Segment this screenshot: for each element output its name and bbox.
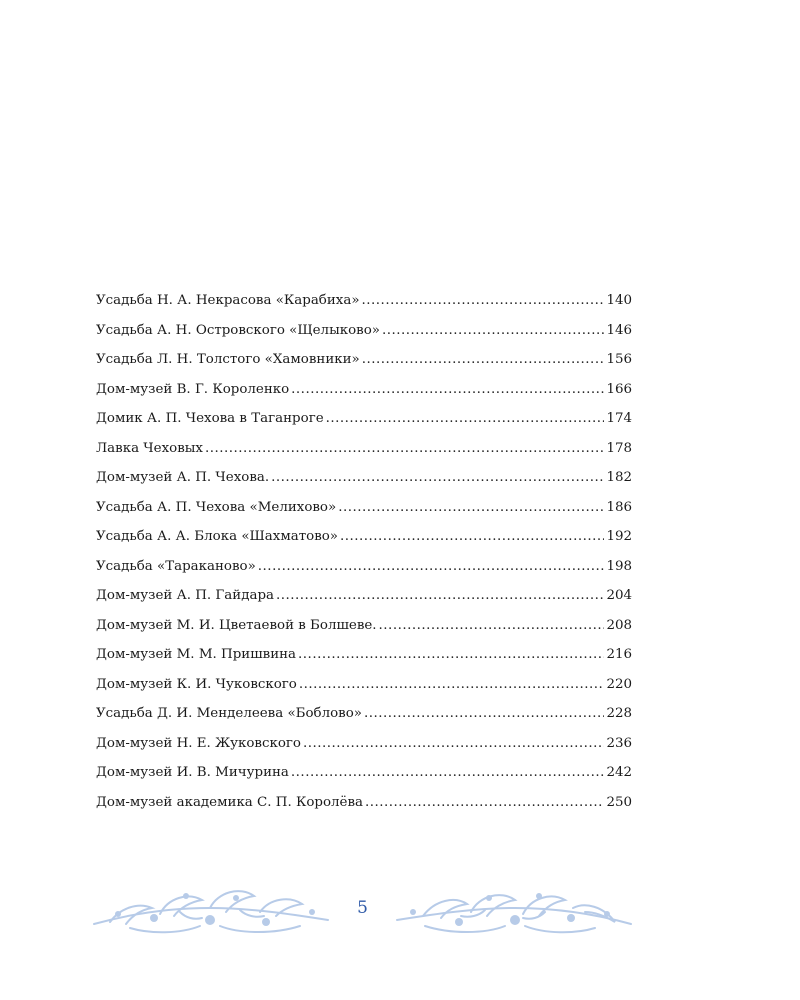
toc-entry[interactable] — [96, 290, 632, 320]
toc-entry-title: Дом-музей К. И. Чуковского — [96, 676, 297, 692]
toc-entry-page: 156 — [606, 352, 632, 367]
toc-leader-dots — [291, 762, 605, 784]
toc-leader-dots — [326, 408, 605, 430]
toc-entry[interactable] — [96, 379, 632, 409]
toc-entry[interactable] — [96, 467, 632, 497]
toc-entry-title: Дом-музей А. П. Чехова. — [96, 470, 270, 485]
toc-entry-page: 198 — [606, 558, 632, 574]
toc-entry-page: 174 — [606, 411, 632, 426]
floral-ornament-icon — [393, 878, 635, 938]
toc-entry[interactable] — [96, 526, 632, 556]
toc-leader-dots — [340, 526, 604, 548]
toc-entry-page: 220 — [606, 676, 632, 692]
table-of-contents — [96, 290, 632, 821]
toc-entry-title: Усадьба А. Н. Островского «Щелыково» — [96, 322, 380, 338]
toc-entry[interactable] — [96, 733, 632, 763]
toc-leader-dots — [338, 497, 604, 519]
toc-entry[interactable] — [96, 349, 632, 379]
toc-entry-title: Усадьба Д. И. Менделеева «Боблово» — [96, 706, 362, 721]
toc-entry-page: 250 — [606, 794, 632, 810]
toc-entry-page: 204 — [606, 588, 632, 603]
toc-entry-title: Дом-музей М. И. Цветаевой в Болшеве. — [96, 617, 377, 633]
toc-entry-title: Дом-музей И. В. Мичурина — [96, 765, 289, 780]
toc-entry-page: 192 — [606, 529, 632, 544]
toc-entry[interactable] — [96, 497, 632, 527]
toc-entry-page: 228 — [606, 706, 632, 721]
toc-leader-dots — [291, 379, 604, 401]
toc-entry-title: Усадьба А. П. Чехова «Мелихово» — [96, 499, 337, 515]
page-footer — [90, 878, 635, 938]
toc-entry[interactable] — [96, 674, 632, 704]
toc-entry[interactable] — [96, 615, 632, 645]
toc-entry-page: 182 — [606, 470, 632, 485]
toc-entry[interactable] — [96, 703, 632, 733]
toc-leader-dots — [382, 320, 604, 342]
toc-entry-title: Домик А. П. Чехова в Таганроге — [96, 411, 324, 426]
toc-leader-dots — [298, 644, 604, 666]
toc-entry-page: 166 — [606, 381, 632, 397]
toc-entry-page: 236 — [606, 735, 632, 751]
toc-entry-title: Лавка Чеховых — [96, 440, 203, 456]
toc-entry[interactable] — [96, 320, 632, 350]
floral-ornament-icon — [90, 878, 332, 938]
toc-entry-title: Усадьба «Тараканово» — [96, 558, 256, 574]
toc-entry-title: Дом-музей А. П. Гайдара — [96, 588, 274, 603]
toc-entry-page: 208 — [606, 617, 632, 633]
toc-entry-title: Усадьба Л. Н. Толстого «Хамовники» — [96, 352, 360, 367]
page-number: 5 — [357, 898, 368, 918]
toc-entry[interactable] — [96, 585, 632, 615]
toc-entry-page: 178 — [606, 440, 632, 456]
toc-leader-dots — [362, 290, 605, 312]
toc-entry-page: 216 — [606, 647, 632, 662]
toc-leader-dots — [299, 674, 605, 696]
toc-leader-dots — [365, 792, 604, 814]
toc-entry-title: Дом-музей Н. Е. Жуковского — [96, 735, 301, 751]
toc-entry-page: 140 — [606, 293, 632, 308]
toc-entry[interactable] — [96, 556, 632, 586]
toc-leader-dots — [362, 349, 605, 371]
toc-leader-dots — [271, 467, 604, 489]
toc-entry-title: Усадьба А. А. Блока «Шахматово» — [96, 529, 338, 544]
toc-entry-title: Усадьба Н. А. Некрасова «Карабиха» — [96, 293, 360, 308]
toc-leader-dots — [276, 585, 604, 607]
toc-entry-page: 186 — [606, 499, 632, 515]
toc-entry-title: Дом-музей академика С. П. Королёва — [96, 794, 364, 810]
toc-entry[interactable] — [96, 644, 632, 674]
toc-leader-dots — [205, 438, 604, 460]
toc-entry-page: 242 — [606, 765, 632, 780]
toc-leader-dots — [379, 615, 605, 637]
toc-entry-title: Дом-музей В. Г. Короленко — [96, 381, 290, 397]
toc-entry[interactable] — [96, 438, 632, 468]
toc-entry-title: Дом-музей М. М. Пришвина — [96, 647, 297, 662]
toc-leader-dots — [303, 733, 604, 755]
toc-entry[interactable] — [96, 792, 632, 822]
toc-entry[interactable] — [96, 762, 632, 792]
toc-leader-dots — [258, 556, 605, 578]
toc-leader-dots — [364, 703, 604, 725]
toc-entry[interactable] — [96, 408, 632, 438]
toc-entry-page: 146 — [606, 322, 632, 338]
